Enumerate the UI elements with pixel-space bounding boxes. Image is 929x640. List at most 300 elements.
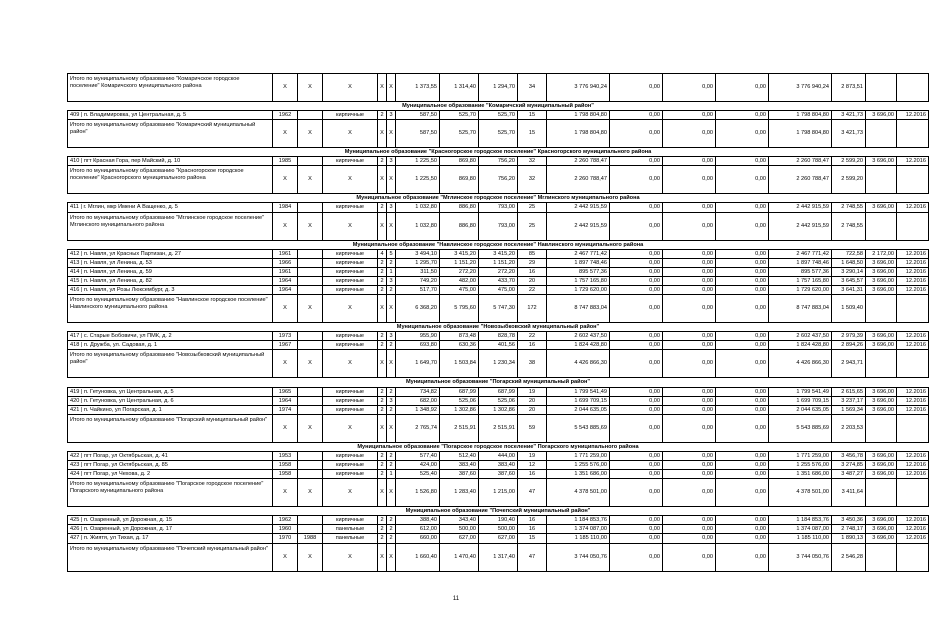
- cell-year1: X: [273, 295, 298, 323]
- cell-area-living: 525,70: [440, 120, 479, 148]
- cell-c5: 3 274,85: [832, 460, 866, 469]
- cell-area-living: 500,00: [440, 525, 479, 534]
- cell-c6: 3 696,00: [866, 203, 897, 212]
- cell-area-total: 1 373,55: [396, 74, 440, 102]
- cell-residents: 47: [518, 479, 547, 507]
- row-separator: |: [79, 158, 84, 165]
- cell-c6: 3 696,00: [866, 525, 897, 534]
- cell-cost: 1 374 087,00: [547, 525, 610, 534]
- table-body: [68, 74, 929, 572]
- cell-c6: [866, 350, 897, 378]
- cell-entrances: 2: [387, 258, 396, 267]
- cell-c3: 0,00: [716, 341, 769, 350]
- row-separator: |: [79, 342, 84, 349]
- subtotal-row: [68, 120, 929, 148]
- address-text: п. Навля, ул Красных Партизан, д. 27: [83, 250, 181, 257]
- cell-c2: 0,00: [663, 203, 716, 212]
- cell-wall: X: [323, 543, 378, 571]
- address-text: п. Навля, ул Ленина, д. 82: [83, 277, 152, 284]
- cell-floors: 2: [378, 341, 387, 350]
- cell-entrances: 2: [387, 525, 396, 534]
- cell-year2: [298, 405, 323, 414]
- cell-c2: 0,00: [663, 212, 716, 240]
- cell-c7: 12.2016: [897, 516, 929, 525]
- cell-year2: 1988: [298, 534, 323, 543]
- cell-c5: 3 645,57: [832, 276, 866, 285]
- section-heading: Муниципальное образование "Новозыбковский муниципальный район": [68, 323, 929, 332]
- cell-cost: 1 824 428,80: [547, 341, 610, 350]
- row-separator: |: [79, 406, 84, 413]
- cell-entrances: 2: [387, 405, 396, 414]
- cell-residents: 20: [518, 405, 547, 414]
- cell-c7: 12.2016: [897, 157, 929, 166]
- cell-year2: [298, 258, 323, 267]
- row-separator: |: [78, 204, 84, 211]
- cell-entrances: 2: [387, 516, 396, 525]
- cell-c7: 12.2016: [897, 341, 929, 350]
- cell-area-living: 525,06: [440, 396, 479, 405]
- row-separator: |: [79, 461, 84, 468]
- cell-c6: 3 696,00: [866, 276, 897, 285]
- cell-area-total: 1 225,50: [396, 157, 440, 166]
- cell-floors: 4: [378, 249, 387, 258]
- cell-c7: 12.2016: [897, 405, 929, 414]
- cell-floors: X: [378, 295, 387, 323]
- address-text: п. Владимировка, ул Центральная, д. 5: [83, 112, 187, 119]
- cell-area-living: 886,80: [440, 203, 479, 212]
- cell-floors: X: [378, 166, 387, 194]
- subtotal-label: Итого по муниципальному образованию "Погарский муниципальный район": [68, 414, 273, 442]
- cell-c4: 2 044 635,05: [769, 405, 832, 414]
- cell-area-living: 1 503,84: [440, 350, 479, 378]
- row-number: 413: [70, 259, 80, 266]
- cell-c3: 0,00: [716, 534, 769, 543]
- cell-year1: 1974: [273, 405, 298, 414]
- cell-floors: 2: [378, 203, 387, 212]
- cell-residents: 15: [518, 534, 547, 543]
- cell-cost: 2 602 437,50: [547, 332, 610, 341]
- cell-c4: 8 747 883,04: [769, 295, 832, 323]
- cell-wall: кирпичные: [323, 157, 378, 166]
- section-heading: Муниципальное образование "Погарский муниципальный район": [68, 378, 929, 387]
- cell-c5: 2 203,53: [832, 414, 866, 442]
- cell-year1: 1958: [273, 470, 298, 479]
- cell-c7: 12.2016: [897, 332, 929, 341]
- cell-c2: 0,00: [663, 74, 716, 102]
- cell-residents: 20: [518, 276, 547, 285]
- address-cell: [68, 451, 273, 460]
- cell-c7: 12.2016: [897, 267, 929, 276]
- cell-c1: 0,00: [610, 396, 663, 405]
- row-separator: |: [79, 388, 84, 395]
- cell-residents: 16: [518, 341, 547, 350]
- cell-area-living2: 500,00: [479, 525, 518, 534]
- cell-c1: 0,00: [610, 543, 663, 571]
- cell-entrances: X: [387, 350, 396, 378]
- subtotal-label: Итого по муниципальному образованию "Навлинское городское поселение" Навлинского муниципального района: [68, 295, 273, 323]
- row-number: 412: [70, 250, 80, 257]
- cell-area-living: 475,00: [440, 286, 479, 295]
- cell-wall: X: [323, 414, 378, 442]
- cell-area-living: 1 314,40: [440, 74, 479, 102]
- cell-area-living: 2 515,91: [440, 414, 479, 442]
- section-heading: Муниципальное образование "Погарское городское поселение" Погарского муниципального района: [68, 442, 929, 451]
- table-row: [68, 396, 929, 405]
- cell-c5: 2 748,55: [832, 212, 866, 240]
- cell-c2: 0,00: [663, 258, 716, 267]
- subtotal-label: Итого по муниципальному образованию "Комаричское городское поселение" Комаричского муниципального района: [68, 74, 273, 102]
- row-separator: |: [79, 517, 84, 524]
- cell-area-living: 525,70: [440, 111, 479, 120]
- row-separator: |: [79, 259, 84, 266]
- cell-c4: 2 602 437,50: [769, 332, 832, 341]
- cell-c4: 3 744 050,76: [769, 543, 832, 571]
- row-separator: |: [79, 333, 84, 340]
- cell-year1: 1958: [273, 460, 298, 469]
- address-text: п. Озаренный, ул Дорожная, д. 17: [83, 526, 173, 533]
- cell-c4: 1 729 620,00: [769, 286, 832, 295]
- cell-area-total: 1 660,40: [396, 543, 440, 571]
- cell-residents: 22: [518, 332, 547, 341]
- cell-year2: X: [298, 350, 323, 378]
- cell-wall: кирпичные: [323, 405, 378, 414]
- subtotal-row: [68, 414, 929, 442]
- cell-year2: [298, 341, 323, 350]
- cell-c2: 0,00: [663, 470, 716, 479]
- cell-c5: 2 979,39: [832, 332, 866, 341]
- row-number: 423: [70, 461, 80, 468]
- section-heading: Муниципальное образование "Навлинское городское поселение" Навлинского муниципального района: [68, 240, 929, 249]
- table-row: [68, 405, 929, 414]
- address-cell: [68, 157, 273, 166]
- cell-entrances: 3: [387, 157, 396, 166]
- address-text: п. Жиятя, ул Тихая, д. 17: [83, 535, 149, 542]
- cell-c1: 0,00: [610, 479, 663, 507]
- cell-wall: X: [323, 120, 378, 148]
- cell-c1: 0,00: [610, 120, 663, 148]
- cell-area-living2: 1 230,34: [479, 350, 518, 378]
- cell-c4: 2 442 915,59: [769, 203, 832, 212]
- cell-c7: [897, 212, 929, 240]
- cell-c1: 0,00: [610, 534, 663, 543]
- cell-c2: 0,00: [663, 525, 716, 534]
- cell-cost: 2 260 788,47: [547, 157, 610, 166]
- table-row: [68, 286, 929, 295]
- row-number: 422: [70, 452, 80, 459]
- cell-wall: кирпичные: [323, 111, 378, 120]
- cell-cost: 1 897 748,46: [547, 258, 610, 267]
- cell-floors: X: [378, 212, 387, 240]
- cell-year1: 1960: [273, 525, 298, 534]
- cell-c3: 0,00: [716, 396, 769, 405]
- subtotal-row: [68, 350, 929, 378]
- cell-year1: 1984: [273, 203, 298, 212]
- row-number: 414: [70, 268, 80, 275]
- cell-area-living2: 383,40: [479, 460, 518, 469]
- cell-c2: 0,00: [663, 534, 716, 543]
- cell-area-living2: 444,00: [479, 451, 518, 460]
- row-number: 420: [70, 397, 80, 404]
- cell-c6: 3 696,00: [866, 286, 897, 295]
- row-separator: |: [79, 268, 84, 275]
- row-separator: |: [79, 112, 84, 119]
- cell-year1: X: [273, 350, 298, 378]
- cell-year2: [298, 203, 323, 212]
- cell-wall: кирпичные: [323, 341, 378, 350]
- cell-area-total: 1 032,80: [396, 203, 440, 212]
- cell-entrances: 2: [387, 460, 396, 469]
- cell-c5: 2 599,20: [832, 166, 866, 194]
- address-cell: [68, 387, 273, 396]
- row-separator: |: [79, 526, 84, 533]
- cell-year1: X: [273, 414, 298, 442]
- address-text: пгт Погар, ул Чехова, д. 2: [83, 471, 151, 478]
- cell-c6: [866, 543, 897, 571]
- cell-c3: 0,00: [716, 203, 769, 212]
- cell-cost: 1 798 804,80: [547, 120, 610, 148]
- row-separator: |: [79, 277, 84, 284]
- table-row: [68, 451, 929, 460]
- cell-c4: 1 799 541,49: [769, 387, 832, 396]
- cell-c5: 3 290,14: [832, 267, 866, 276]
- cell-year2: [298, 387, 323, 396]
- cell-floors: X: [378, 120, 387, 148]
- address-text: п. Чайкино, ул Погарская, д. 1: [83, 406, 162, 413]
- cell-wall: кирпичные: [323, 286, 378, 295]
- row-number: 415: [70, 277, 80, 284]
- cell-c1: 0,00: [610, 405, 663, 414]
- cell-floors: X: [378, 479, 387, 507]
- cell-cost: 3 744 050,76: [547, 543, 610, 571]
- cell-c7: 12.2016: [897, 276, 929, 285]
- address-text: п. Навля, ул Ленина, д. 53: [83, 259, 152, 266]
- cell-c7: [897, 350, 929, 378]
- cell-c4: 1 824 428,80: [769, 341, 832, 350]
- cell-c1: 0,00: [610, 111, 663, 120]
- cell-floors: 2: [378, 286, 387, 295]
- cell-c5: 2 748,55: [832, 203, 866, 212]
- cell-cost: 3 776 940,24: [547, 74, 610, 102]
- address-cell: [68, 332, 273, 341]
- cell-area-living2: 793,00: [479, 203, 518, 212]
- cell-c2: 0,00: [663, 414, 716, 442]
- cell-c7: [897, 414, 929, 442]
- cell-area-living2: 1 302,86: [479, 405, 518, 414]
- cell-c1: 0,00: [610, 249, 663, 258]
- address-cell: [68, 249, 273, 258]
- cell-area-total: 1 526,80: [396, 479, 440, 507]
- cell-entrances: X: [387, 166, 396, 194]
- cell-c2: 0,00: [663, 120, 716, 148]
- table-row: [68, 387, 929, 396]
- cell-c6: [866, 414, 897, 442]
- cell-c7: [897, 166, 929, 194]
- cell-year1: X: [273, 543, 298, 571]
- cell-c1: 0,00: [610, 157, 663, 166]
- cell-floors: 2: [378, 405, 387, 414]
- cell-c6: 3 696,00: [866, 258, 897, 267]
- document-sheet: [67, 73, 926, 572]
- cell-c5: 3 411,64: [832, 479, 866, 507]
- cell-year1: 1966: [273, 258, 298, 267]
- cell-year1: 1964: [273, 276, 298, 285]
- cell-area-total: 587,50: [396, 120, 440, 148]
- cell-floors: 2: [378, 258, 387, 267]
- row-number: 411: [70, 204, 79, 211]
- subtotal-label: Итого по муниципальному образованию "Мглинское городское поселение" Мглинского муниципального района: [68, 212, 273, 240]
- cell-area-living2: 2 515,91: [479, 414, 518, 442]
- cell-area-total: 517,70: [396, 286, 440, 295]
- cell-c3: 0,00: [716, 166, 769, 194]
- cell-floors: 2: [378, 276, 387, 285]
- cell-c6: 3 696,00: [866, 396, 897, 405]
- cell-area-living2: 5 747,30: [479, 295, 518, 323]
- cell-year2: [298, 249, 323, 258]
- address-cell: [68, 258, 273, 267]
- cell-c1: 0,00: [610, 414, 663, 442]
- cell-c5: 1 890,13: [832, 534, 866, 543]
- cell-c7: 12.2016: [897, 451, 929, 460]
- cell-wall: панельные: [323, 525, 378, 534]
- cell-year1: 1967: [273, 341, 298, 350]
- cell-c7: [897, 120, 929, 148]
- cell-year2: X: [298, 74, 323, 102]
- cell-cost: 1 729 620,00: [547, 286, 610, 295]
- cell-c5: 2 873,51: [832, 74, 866, 102]
- address-cell: [68, 267, 273, 276]
- cell-year2: [298, 157, 323, 166]
- cell-year1: 1961: [273, 267, 298, 276]
- cell-year2: [298, 286, 323, 295]
- cell-area-living2: 828,78: [479, 332, 518, 341]
- cell-c5: 2 748,17: [832, 525, 866, 534]
- cell-area-total: 955,90: [396, 332, 440, 341]
- cell-c3: 0,00: [716, 120, 769, 148]
- address-cell: [68, 516, 273, 525]
- cell-wall: кирпичные: [323, 203, 378, 212]
- cell-residents: 29: [518, 258, 547, 267]
- cell-area-living: 272,20: [440, 267, 479, 276]
- cell-entrances: X: [387, 295, 396, 323]
- table-row: [68, 267, 929, 276]
- cell-year2: [298, 470, 323, 479]
- cell-floors: 2: [378, 387, 387, 396]
- cell-cost: 8 747 883,04: [547, 295, 610, 323]
- cell-residents: 16: [518, 470, 547, 479]
- cell-residents: 32: [518, 166, 547, 194]
- row-separator: |: [79, 397, 84, 404]
- cell-area-living2: 756,20: [479, 157, 518, 166]
- section-heading: Муниципальное образование "Комаричский муниципальный район": [68, 102, 929, 111]
- cell-area-total: 424,00: [396, 460, 440, 469]
- cell-year1: 1964: [273, 286, 298, 295]
- cell-c6: [866, 166, 897, 194]
- table-row: [68, 332, 929, 341]
- subtotal-row: [68, 166, 929, 194]
- cell-year2: [298, 516, 323, 525]
- cell-c6: [866, 479, 897, 507]
- cell-area-living: 869,80: [440, 166, 479, 194]
- cell-floors: 2: [378, 111, 387, 120]
- cell-residents: 15: [518, 120, 547, 148]
- cell-c2: 0,00: [663, 460, 716, 469]
- cell-c3: 0,00: [716, 267, 769, 276]
- cell-wall: кирпичные: [323, 460, 378, 469]
- address-text: г. Мглин, мкр Имени А Ващенко, д. 5: [83, 204, 178, 211]
- cell-cost: 1 757 165,80: [547, 276, 610, 285]
- cell-wall: кирпичные: [323, 396, 378, 405]
- cell-area-living2: 687,99: [479, 387, 518, 396]
- cell-area-total: 587,50: [396, 111, 440, 120]
- cell-area-living: 1 470,40: [440, 543, 479, 571]
- cell-c7: [897, 479, 929, 507]
- cell-c5: 2 546,28: [832, 543, 866, 571]
- cell-year1: X: [273, 74, 298, 102]
- cell-year2: [298, 460, 323, 469]
- row-number: 409: [70, 112, 80, 119]
- cell-residents: 20: [518, 396, 547, 405]
- table-row: [68, 460, 929, 469]
- cell-entrances: 2: [387, 341, 396, 350]
- cell-c3: 0,00: [716, 212, 769, 240]
- table-row: [68, 516, 929, 525]
- cell-c6: 3 696,00: [866, 516, 897, 525]
- cell-c6: 3 696,00: [866, 267, 897, 276]
- cell-c2: 0,00: [663, 267, 716, 276]
- cell-c3: 0,00: [716, 286, 769, 295]
- cell-residents: 38: [518, 350, 547, 378]
- cell-area-living: 383,40: [440, 460, 479, 469]
- cell-c5: 3 450,36: [832, 516, 866, 525]
- cell-wall: панельные: [323, 534, 378, 543]
- cell-c3: 0,00: [716, 479, 769, 507]
- cell-entrances: 3: [387, 203, 396, 212]
- cell-cost: 5 543 885,69: [547, 414, 610, 442]
- cell-area-total: 612,00: [396, 525, 440, 534]
- cell-area-total: 749,20: [396, 276, 440, 285]
- cell-area-living2: 525,70: [479, 111, 518, 120]
- cell-residents: 25: [518, 212, 547, 240]
- cell-c4: 2 260 788,47: [769, 157, 832, 166]
- cell-c5: 3 641,31: [832, 286, 866, 295]
- address-cell: [68, 276, 273, 285]
- cell-area-living2: 525,06: [479, 396, 518, 405]
- cell-area-living: 1 302,86: [440, 405, 479, 414]
- address-cell: [68, 460, 273, 469]
- cell-c2: 0,00: [663, 341, 716, 350]
- cell-wall: кирпичные: [323, 249, 378, 258]
- cell-area-total: 311,50: [396, 267, 440, 276]
- row-number: 419: [70, 388, 80, 395]
- cell-floors: X: [378, 414, 387, 442]
- cell-entrances: X: [387, 74, 396, 102]
- cell-area-living: 3 415,20: [440, 249, 479, 258]
- cell-year2: X: [298, 543, 323, 571]
- cell-residents: 59: [518, 414, 547, 442]
- cell-c2: 0,00: [663, 405, 716, 414]
- cell-area-living2: 190,40: [479, 516, 518, 525]
- cell-c4: 1 185 110,00: [769, 534, 832, 543]
- section-heading-row: [68, 507, 929, 516]
- cell-c3: 0,00: [716, 295, 769, 323]
- cell-residents: 19: [518, 387, 547, 396]
- cell-year2: X: [298, 295, 323, 323]
- cell-c4: 1 699 709,15: [769, 396, 832, 405]
- cell-wall: кирпичные: [323, 332, 378, 341]
- cell-entrances: X: [387, 212, 396, 240]
- subtotal-row: [68, 74, 929, 102]
- row-separator: |: [79, 287, 84, 294]
